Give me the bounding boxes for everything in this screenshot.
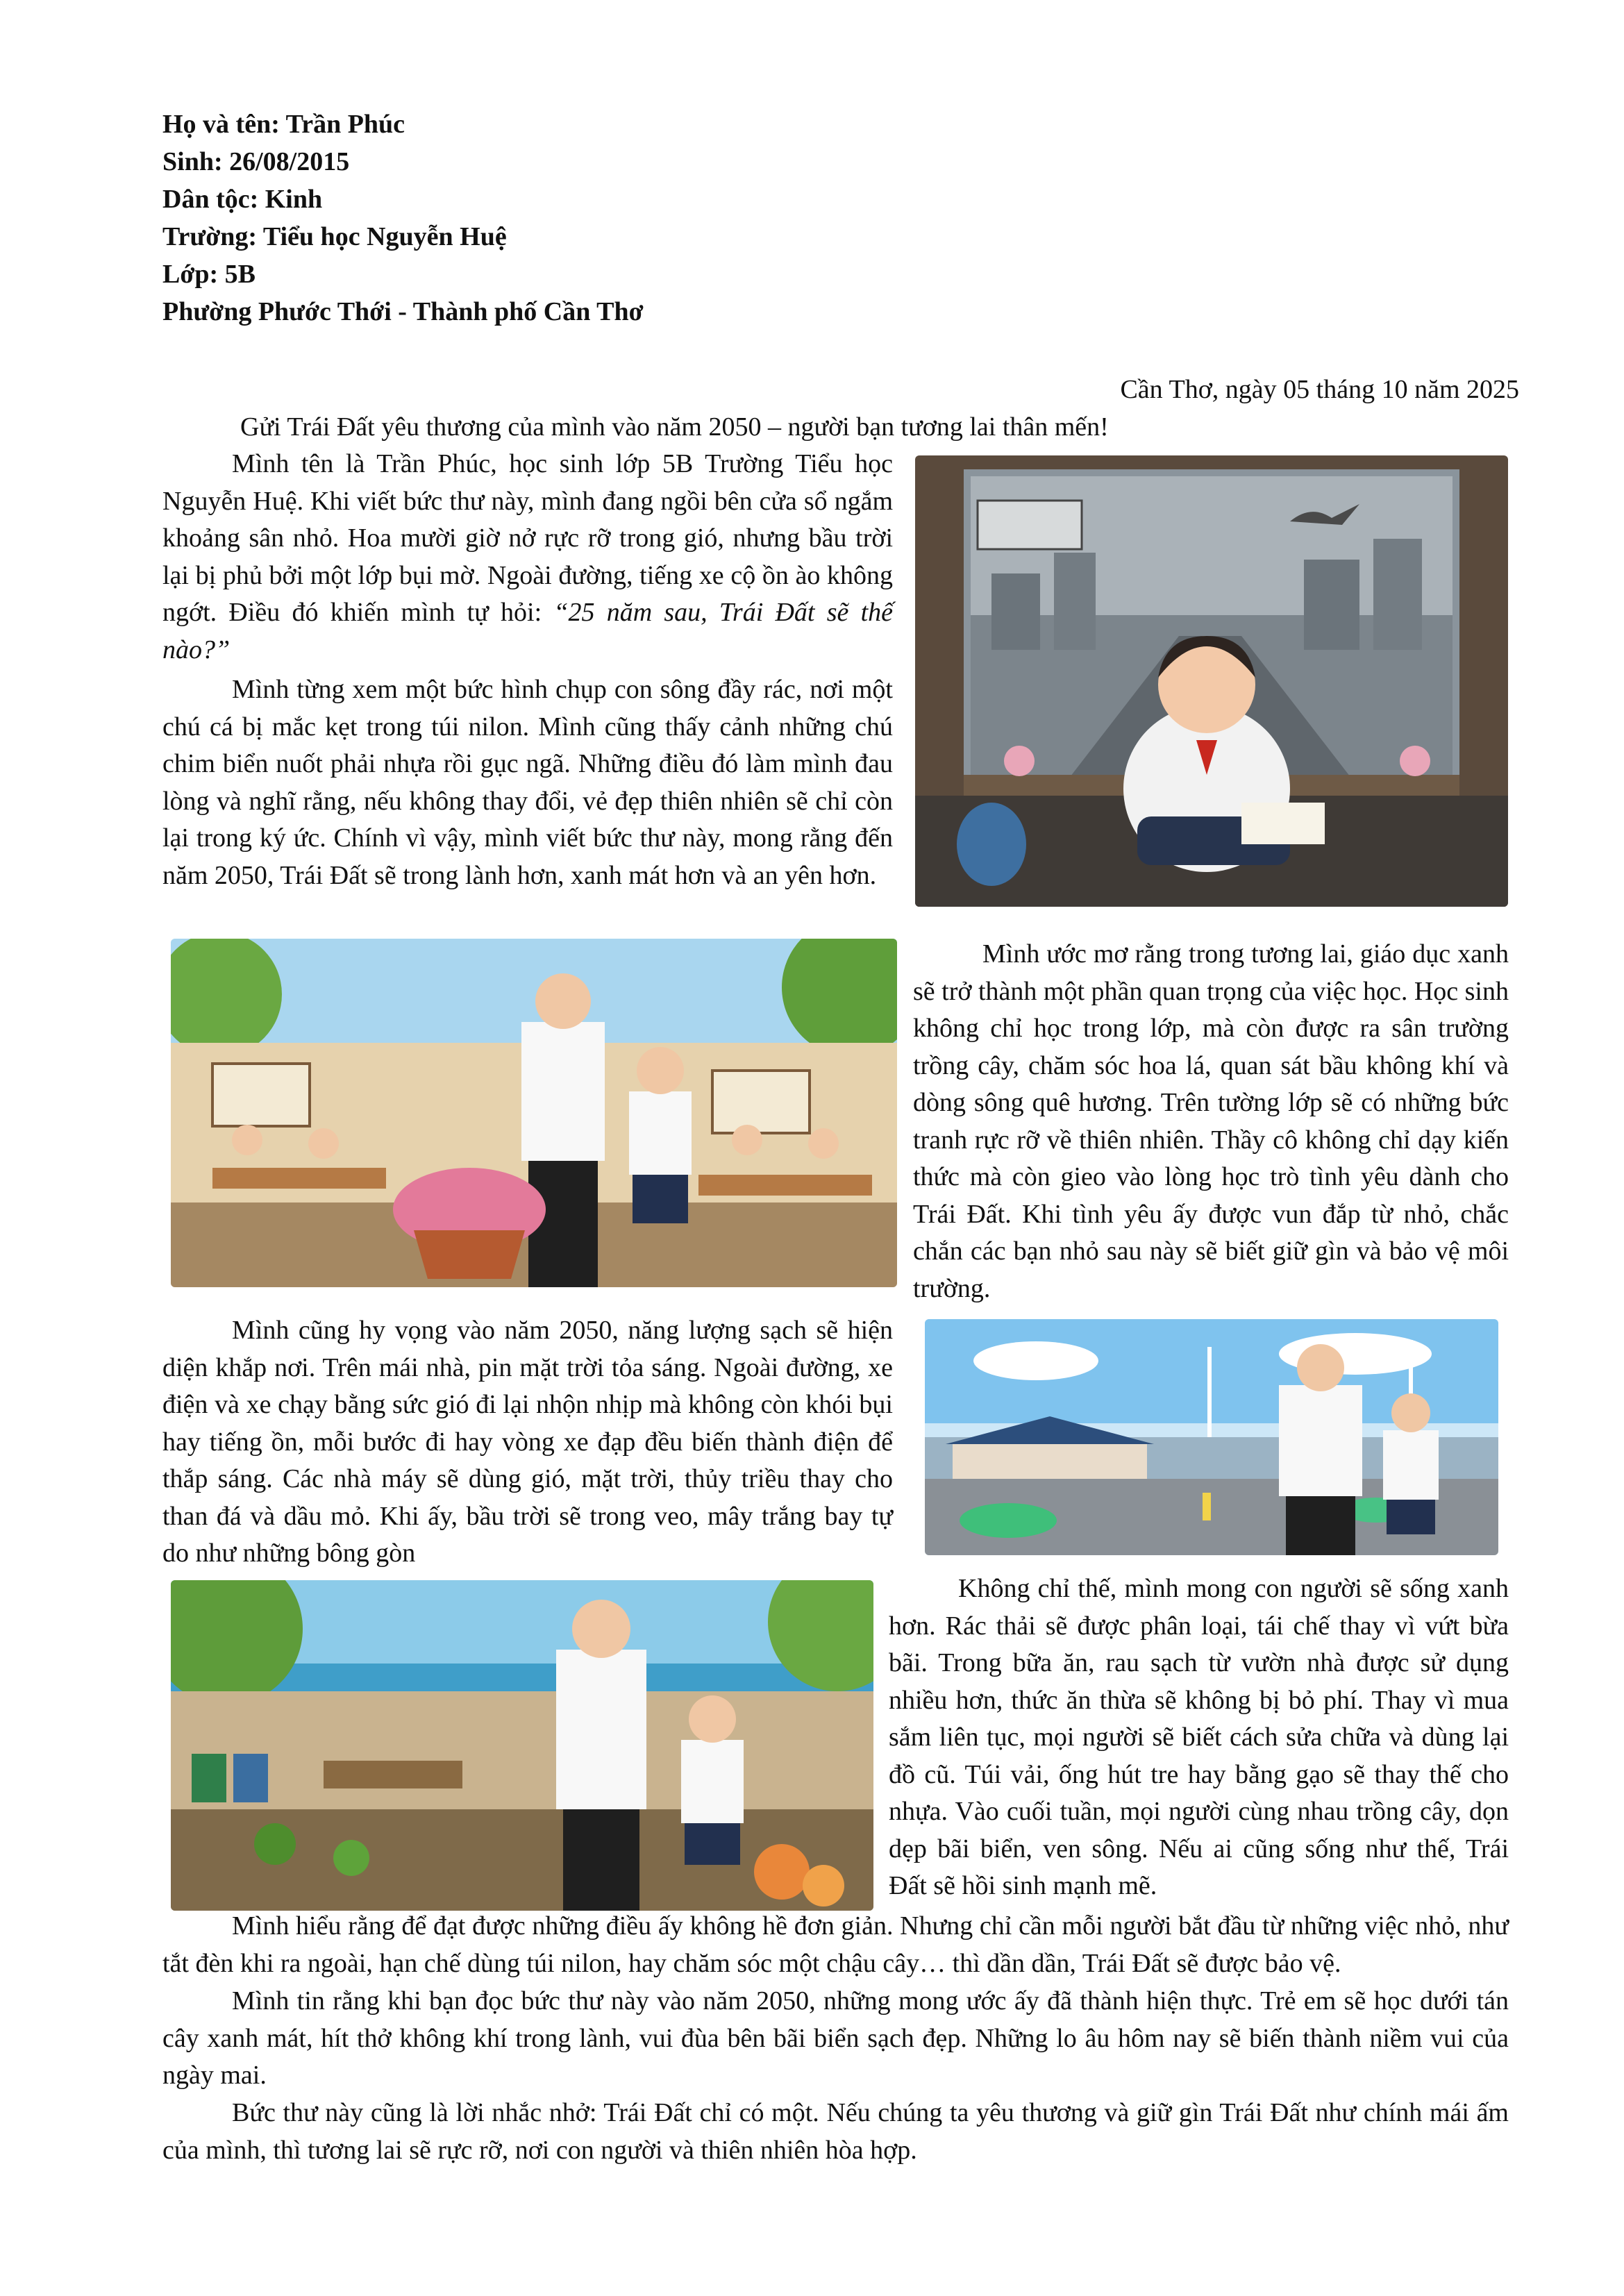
paragraph-1-text: Mình tên là Trần Phúc, học sinh lớp 5B Trường Tiểu học Nguyễn Huệ. Khi viết bức thư này, mình đang ngồi bên cửa sổ ngắm khoảng sân nhỏ. Hoa mười giờ nở rực rỡ trong gió, nhưng bầu trời lại bị phủ bởi một lớp bụi mờ. Ngoài đường, tiếng xe cộ ồn ào không ngớt. Điều đó khiến mình tự hỏi:	[162, 449, 893, 627]
paragraph-7: Mình tin rằng khi bạn đọc bức thư này vào năm 2050, những mong ước ấy đã thành hiện thực. Trẻ em sẽ học dưới tán cây xanh mát, hít thở không khí trong lành, vui đùa bên bãi biển sạch đẹp. Những lo âu hôm nay sẽ biến thành niềm vui của ngày mai.	[162, 1986, 1509, 2090]
illustration-green-classroom	[171, 939, 897, 1287]
letter-date: Cần Thơ, ngày 05 tháng 10 năm 2025	[1120, 375, 1519, 404]
student-name: Họ và tên: Trần Phúc	[162, 110, 405, 139]
paragraph-8: Bức thư này cũng là lời nhắc nhở: Trái Đất chỉ có một. Nếu chúng ta yêu thương và giữ gìn Trái Đất như chính mái ấm của mình, thì tương lai sẽ rực rỡ, nơi con người và thiên nhiên hòa hợp.	[162, 2098, 1509, 2165]
illustration-clean-energy-street	[925, 1319, 1498, 1555]
illustration-boy-at-window	[915, 455, 1508, 907]
illustration-green-community	[171, 1580, 873, 1911]
paragraph-3: Mình ước mơ rằng trong tương lai, giáo dục xanh sẽ trở thành một phần quan trọng của việc học. Học sinh không chỉ học trong lớp, mà còn được ra sân trường trồng cây, chăm sóc hoa lá, quan sát bầu không khí và dòng sông quê hương. Trên tường lớp sẽ có những bức tranh rực rỡ về thiên nhiên. Thầy cô không chỉ dạy kiến thức mà còn gieo vào lòng học trò tình yêu dành cho Trái Đất. Khi tình yêu ấy được vun đắp từ nhỏ, chắc chắn các bạn nhỏ sau này sẽ biết giữ gìn và bảo vệ môi trường.	[913, 939, 1509, 1303]
letter-greeting: Gửi Trái Đất yêu thương của mình vào năm 2050 – người bạn tương lai thân mến!	[240, 412, 1109, 442]
student-school: Trường: Tiểu học Nguyễn Huệ	[162, 222, 507, 251]
paragraph-4: Mình cũng hy vọng vào năm 2050, năng lượng sạch sẽ hiện diện khắp nơi. Trên mái nhà, pin mặt trời tỏa sáng. Ngoài đường, xe điện và xe chạy bằng sức gió đi lại nhộn nhịp mà không còn khói bụi hay tiếng ồn, mỗi bước đi hay vòng xe đạp đều biến thành điện để thắp sáng. Các nhà máy sẽ dùng gió, mặt trời, thủy triều thay cho than đá và dầu mỏ. Khi ấy, bầu trời sẽ trong veo, mây trắng bay tự do như những bông gòn	[162, 1316, 893, 1568]
student-ethnicity: Dân tộc: Kinh	[162, 185, 323, 214]
student-class: Lớp: 5B	[162, 260, 256, 289]
paragraph-1	[162, 446, 893, 669]
student-address: Phường Phước Thới - Thành phố Cần Thơ	[162, 297, 644, 326]
paragraph-5: Không chỉ thế, mình mong con người sẽ sống xanh hơn. Rác thải sẽ được phân loại, tái chế thay vì vứt bừa bãi. Trong bữa ăn, rau sạch từ vườn nhà được sử dụng nhiều hơn, thức ăn thừa sẽ không bị bỏ phí. Thay vì mua sắm liên tục, mọi người sẽ biết cách sửa chữa và dùng lại đồ cũ. Túi vải, ống hút tre hay bằng gạo sẽ thay thế cho nhựa. Vào cuối tuần, mọi người cùng nhau trồng cây, dọn dẹp bãi biển, ven sông. Nếu ai cũng sống như thế, Trái Đất sẽ hồi sinh mạnh mẽ.	[889, 1574, 1509, 1900]
paragraph-6: Mình hiểu rằng để đạt được những điều ấy không hề đơn giản. Nhưng chỉ cần mỗi người bắt đầu từ những việc nhỏ, như tắt đèn khi ra ngoài, hạn chế dùng túi nilon, hay chăm sóc một chậu cây… thì dần dần, Trái Đất sẽ được bảo vệ.	[162, 1911, 1509, 1978]
student-birthdate: Sinh: 26/08/2015	[162, 147, 350, 176]
paragraph-1-quote: “25 năm sau, Trái Đất sẽ thế nào?”	[162, 598, 893, 664]
paragraph-2: Mình từng xem một bức hình chụp con sông đầy rác, nơi một chú cá bị mắc kẹt trong túi nilon. Mình cũng thấy cảnh những chú chim biển nuốt phải nhựa rồi gục ngã. Những điều đó làm mình đau lòng và nghĩ rằng, nếu không thay đổi, vẻ đẹp thiên nhiên sẽ chỉ còn lại trong ký ức. Chính vì vậy, mình viết bức thư này, mong rằng đến năm 2050, Trái Đất sẽ trong lành hơn, xanh mát hơn và an yên hơn.	[162, 675, 893, 890]
